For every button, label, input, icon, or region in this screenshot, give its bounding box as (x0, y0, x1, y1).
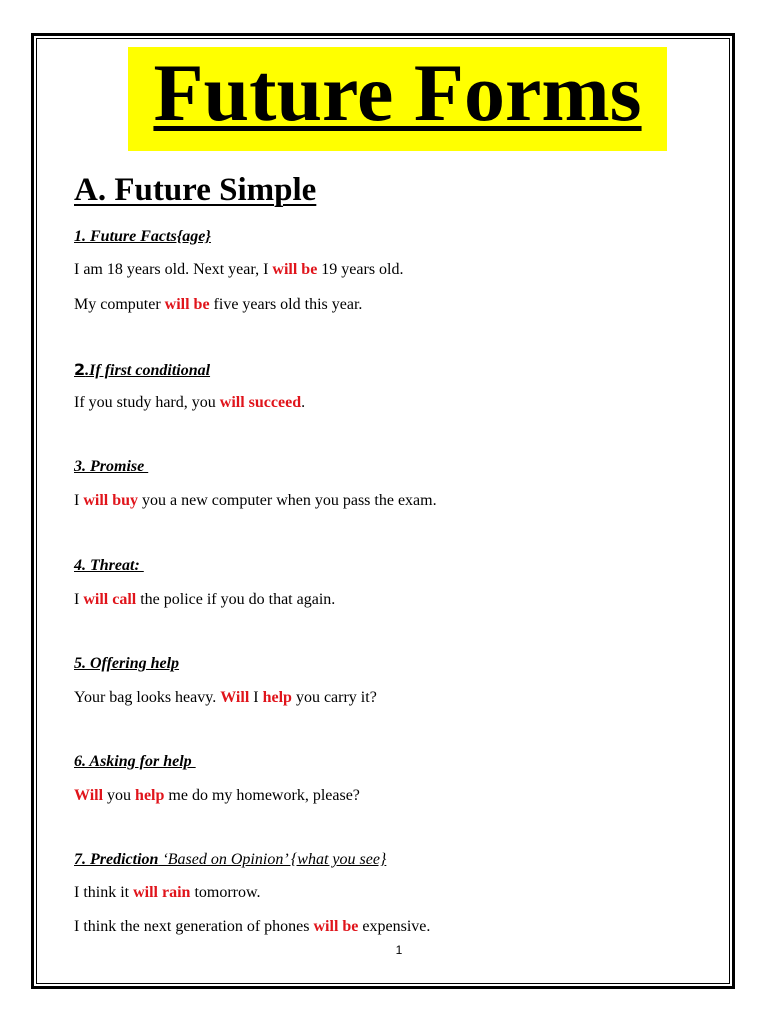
text: expensive. (358, 918, 431, 935)
topic-heading-promise: 3. Promise (74, 458, 149, 475)
text: 19 years old. (317, 261, 404, 278)
text: I (249, 689, 263, 706)
topic-heading-first-conditional (74, 360, 210, 380)
sentence (74, 591, 335, 609)
topic-heading-asking-for-help: 6. Asking for help (74, 753, 196, 770)
highlight: will buy (83, 492, 139, 509)
text: If you study hard, you (74, 394, 220, 411)
sentence (74, 918, 430, 936)
text: I am 18 years old. Next year, I (74, 261, 273, 278)
highlight: help (262, 689, 292, 706)
topic-heading-future-facts: 1. Future Facts{age} (74, 228, 211, 245)
highlight: Will (74, 787, 104, 804)
highlight: will be (272, 261, 318, 278)
topic-heading-prediction (74, 851, 386, 869)
text: . (301, 394, 306, 411)
highlight: will call (83, 591, 137, 608)
text: you (103, 787, 136, 804)
text: Your bag looks heavy. (74, 689, 221, 706)
sentence (74, 492, 437, 510)
highlight: help (135, 787, 165, 804)
sentence (74, 787, 360, 805)
highlight: Will (220, 689, 250, 706)
sentence (74, 689, 377, 707)
document-title: Future Forms (128, 47, 667, 151)
text: I (74, 492, 84, 509)
highlight: will be (164, 296, 210, 313)
sentence (74, 261, 404, 279)
topic-heading-offering-help: 5. Offering help (74, 655, 180, 672)
text: My computer (74, 296, 165, 313)
text: I (74, 591, 84, 608)
text: I think it (74, 884, 134, 901)
highlight: will rain (133, 884, 191, 901)
sentence (74, 884, 261, 902)
page-number: 1 (395, 943, 403, 957)
text: me do my homework, please? (164, 787, 360, 804)
topic-text: .If first conditional (85, 362, 211, 379)
text: you a new computer when you pass the exam. (138, 492, 437, 509)
text: I think the next generation of phones (74, 918, 314, 935)
highlight: will succeed (219, 394, 302, 411)
topic-text: 7. Prediction (74, 851, 159, 868)
text: tomorrow. (190, 884, 261, 901)
highlight: will be (313, 918, 359, 935)
text: you carry it? (291, 689, 377, 706)
sentence (74, 394, 305, 412)
section-heading: A. Future Simple (74, 172, 317, 208)
topic-heading-threat: 4. Threat: (74, 557, 144, 574)
topic-number: 2 (74, 360, 86, 379)
text: five years old this year. (209, 296, 363, 313)
text: the police if you do that again. (136, 591, 336, 608)
sentence (74, 296, 362, 314)
topic-subtext: ‘Based on Opinion’ {what you see} (158, 851, 387, 868)
